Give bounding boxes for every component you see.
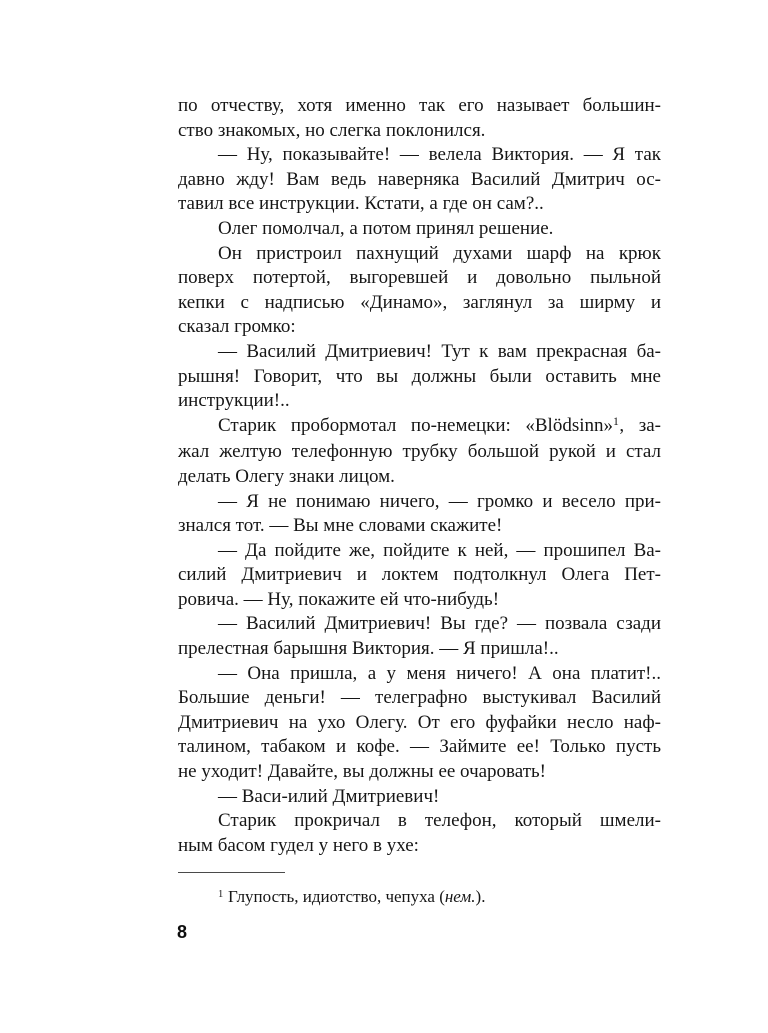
text-segment: Старик прокричал в телефон, который шмели- xyxy=(218,810,661,832)
text-line xyxy=(178,637,661,662)
text-line xyxy=(178,539,661,564)
text-segment: — Да пойдите же, пойдите к ней, — прошипел Ва- xyxy=(218,539,661,561)
text-line xyxy=(178,192,661,217)
text-segment: — Ну, показывайте! — велела Виктория. — Я так xyxy=(218,144,661,166)
text-segment: прелестная барышня Виктория. — Я пришла!.. xyxy=(178,638,559,660)
text-segment: ). xyxy=(475,887,486,906)
text-segment: — Васи-илий Дмитриевич! xyxy=(218,785,440,807)
text-segment: 1 xyxy=(613,415,620,429)
text-line xyxy=(178,365,661,390)
text-column xyxy=(178,94,661,858)
text-line xyxy=(178,465,661,490)
text-segment: делать Олегу знаки лицом. xyxy=(178,465,395,487)
text-segment: жал желтую телефонную трубку большой рукой и стал xyxy=(178,441,661,463)
text-line xyxy=(178,119,661,144)
text-segment: , за- xyxy=(619,414,662,436)
text-line xyxy=(178,711,661,736)
text-segment: инструкции!.. xyxy=(178,390,290,412)
text-line xyxy=(178,389,661,414)
text-segment: силий Дмитриевич и локтем подтолкнул Олега Пет- xyxy=(178,564,661,586)
text-line xyxy=(178,809,661,834)
text-segment: — Я не понимаю ничего, — громко и весело при- xyxy=(218,490,661,512)
text-line xyxy=(178,514,661,539)
text-segment: по отчеству, хотя именно так его называет большин- xyxy=(178,95,661,116)
text-line xyxy=(178,735,661,760)
text-segment: ным басом гудел у него в ухе: xyxy=(178,834,419,856)
text-segment: поверх потертой, выгоревшей и довольно пыльной xyxy=(178,267,661,289)
text-line xyxy=(178,242,661,267)
text-line xyxy=(178,588,661,613)
footnote xyxy=(178,886,661,911)
text-segment: рышня! Говорит, что вы должны были оставить мне xyxy=(178,365,661,387)
text-segment: Старик пробормотал по-немецки: «Blödsinn» xyxy=(218,414,614,436)
text-line xyxy=(178,143,661,168)
text-segment: не уходит! Давайте, вы должны ее очаровать! xyxy=(178,761,547,783)
text-line xyxy=(178,94,661,119)
text-line xyxy=(178,315,661,340)
text-line xyxy=(178,686,661,711)
text-line xyxy=(178,440,661,465)
text-line xyxy=(178,291,661,316)
text-segment: Глупость, идиотство, чепуха ( xyxy=(223,887,445,906)
text-segment: талином, табаком и кофе. — Займите ее! Только пусть xyxy=(178,736,661,758)
text-segment: знался тот. — Вы мне словами скажите! xyxy=(178,515,503,537)
text-segment: давно жду! Вам ведь наверняка Василий Дмитрич ос- xyxy=(178,168,661,190)
text-segment: 1 xyxy=(218,888,224,900)
text-line xyxy=(178,266,661,291)
text-line xyxy=(178,886,661,911)
text-segment: нем. xyxy=(444,887,476,906)
text-segment: ство знакомых, но слегка поклонился. xyxy=(178,119,486,141)
text-line xyxy=(178,760,661,785)
text-line xyxy=(178,217,661,242)
text-segment: кепки с надписью «Динамо», заглянул за ширму и xyxy=(178,291,661,313)
text-segment: Дмитриевич на ухо Олегу. От его фуфайки несло наф- xyxy=(178,711,661,733)
text-line xyxy=(178,490,661,515)
text-segment: Он пристроил пахнущий духами шарф на крюк xyxy=(218,242,661,264)
text-line xyxy=(178,612,661,637)
text-line xyxy=(178,662,661,687)
text-segment: — Василий Дмитриевич! Вы где? — позвала сзади xyxy=(218,613,661,635)
text-segment: Олег помолчал, а потом принял решение. xyxy=(218,217,554,239)
text-segment: сказал громко: xyxy=(178,316,296,338)
page-number: 8 xyxy=(177,922,188,942)
text-segment: — Василий Дмитриевич! Тут к вам прекрасная ба- xyxy=(218,340,661,362)
text-line xyxy=(178,168,661,193)
footnote-separator xyxy=(178,872,285,873)
text-line xyxy=(178,414,661,441)
text-segment: ровича. — Ну, покажите ей что-нибудь! xyxy=(178,588,500,610)
text-line xyxy=(178,785,661,810)
text-line xyxy=(178,340,661,365)
text-segment: Большие деньги! — телеграфно выстукивал Василий xyxy=(178,687,661,709)
text-line xyxy=(178,834,661,859)
text-segment: — Она пришла, а у меня ничего! А она платит!.. xyxy=(218,662,661,684)
text-segment: тавил все инструкции. Кстати, а где он сам?.. xyxy=(178,193,544,215)
text-line xyxy=(178,563,661,588)
